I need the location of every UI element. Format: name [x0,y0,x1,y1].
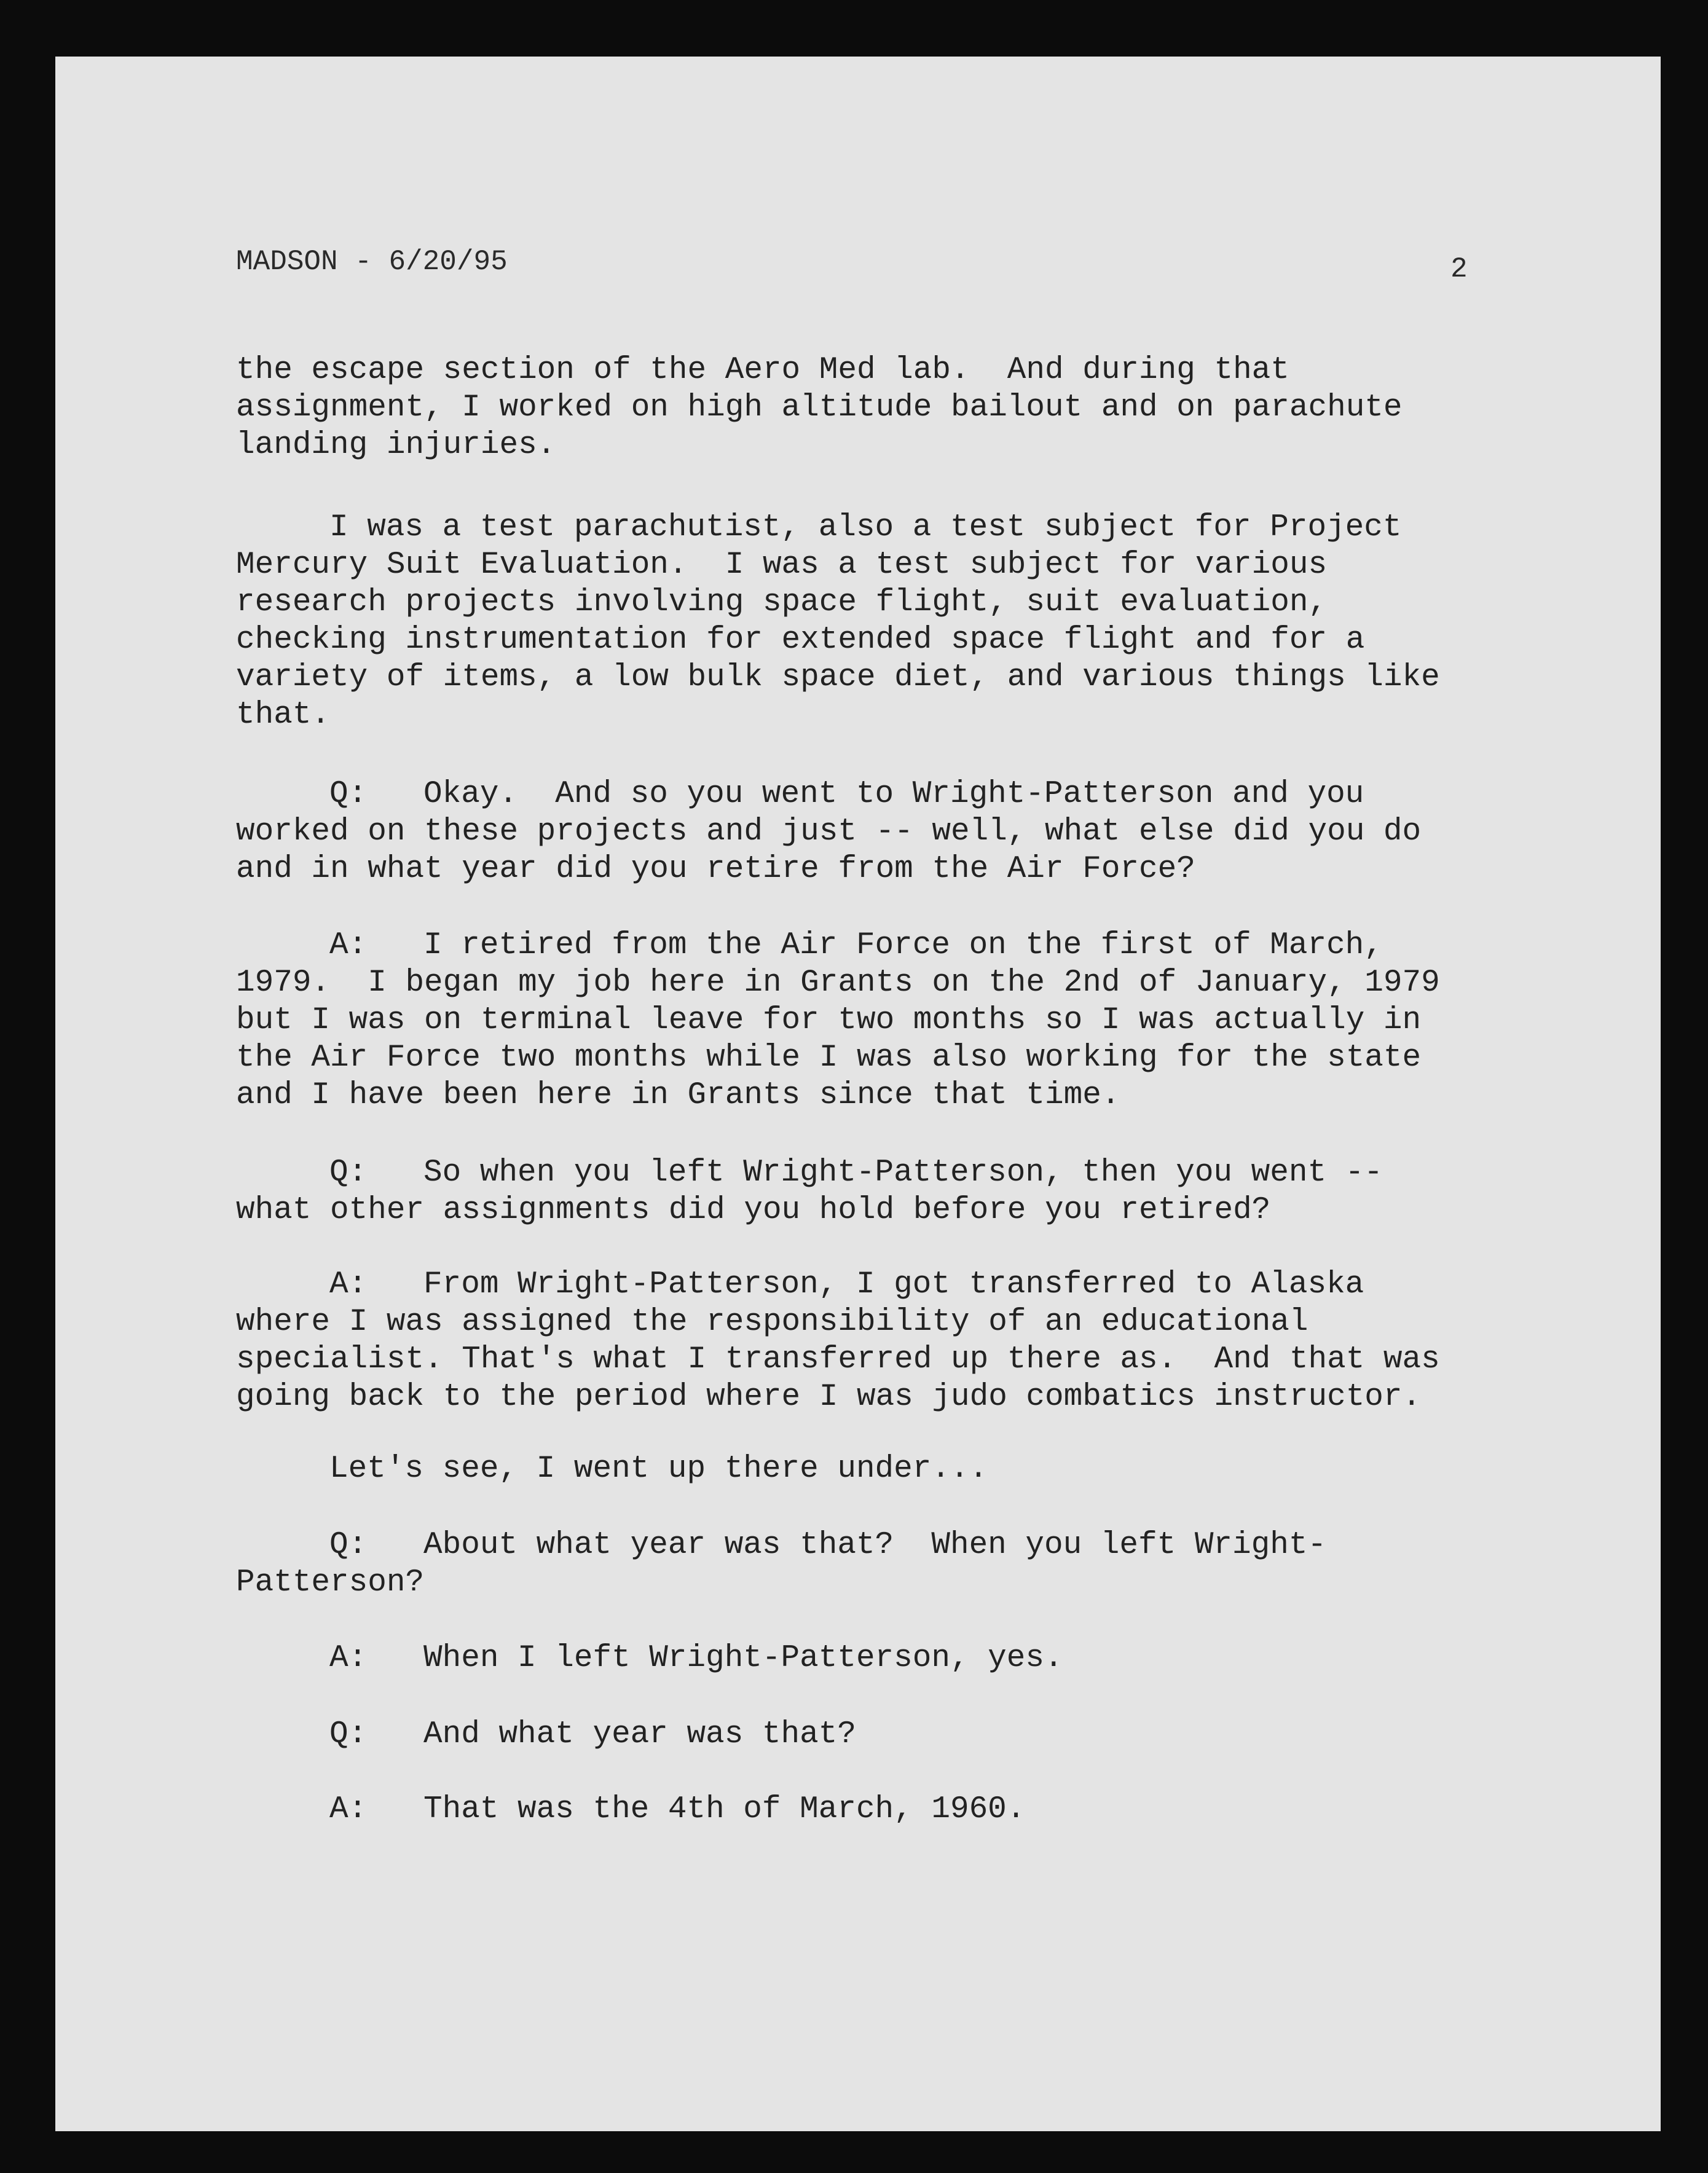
paragraph [236,1640,1496,1677]
text-line: going back to the period where I was judo combatics instructor. [236,1380,1422,1415]
text-line: A: That was the 4th of March, 1960. [329,1792,1026,1827]
text-line: specialist. That's what I transferred up there as. And that was [236,1342,1440,1377]
text-line: but I was on terminal leave for two months so I was actually in [236,1003,1422,1038]
text-line: A: I retired from the Air Force on the first of March, [329,928,1383,963]
paragraph [236,1266,1496,1416]
text-line: variety of items, a low bulk space diet, and various things like [236,660,1440,695]
text-line: research projects involving space flight, suit evaluation, [236,585,1328,620]
text-line: the Air Force two months while I was also working for the state [236,1040,1422,1075]
text-line: landing injuries. [236,428,556,463]
text-line: and I have been here in Grants since that time. [236,1078,1120,1113]
text-line: Let's see, I went up there under... [329,1452,988,1487]
paragraph [236,1450,1496,1488]
text-line: checking instrumentation for extended space flight and for a [236,623,1365,658]
text-line: A: When I left Wright-Patterson, yes. [329,1641,1063,1676]
text-line: Q: And what year was that? [329,1717,856,1752]
text-line: Mercury Suit Evaluation. I was a test subject for various [236,548,1328,583]
text-line: assignment, I worked on high altitude bailout and on parachute [236,390,1403,425]
paragraph [236,1791,1496,1828]
text-line: 1979. I began my job here in Grants on the 2nd of January, 1979 [236,965,1440,1000]
text-line: that. [236,697,331,733]
paragraph [236,1527,1496,1601]
text-line: Q: About what year was that? When you left Wright- [329,1528,1327,1563]
page-number: 2 [1450,253,1468,285]
paragraph [236,776,1496,888]
text-line: Q: So when you left Wright-Patterson, then you went -- [329,1155,1383,1190]
paragraph [236,1154,1496,1229]
text-line: worked on these projects and just -- well, what else did you do [236,814,1422,849]
paragraph [236,1716,1496,1753]
paragraph [236,927,1496,1114]
text-line: Q: Okay. And so you went to Wright-Patterson and you [329,777,1364,812]
paragraph [236,352,1496,464]
text-line: the escape section of the Aero Med lab. And during that [236,353,1289,388]
text-line: and in what year did you retire from the Air Force? [236,852,1195,887]
text-line: I was a test parachutist, also a test subject for Project [329,510,1402,545]
text-line: A: From Wright-Patterson, I got transferred to Alaska [329,1267,1364,1302]
document-header-title: MADSON - 6/20/95 [236,246,508,278]
paragraph [236,509,1496,734]
text-line: where I was assigned the responsibility of an educational [236,1305,1309,1340]
text-line: what other assignments did you hold before you retired? [236,1193,1271,1228]
text-line: Patterson? [236,1565,425,1600]
